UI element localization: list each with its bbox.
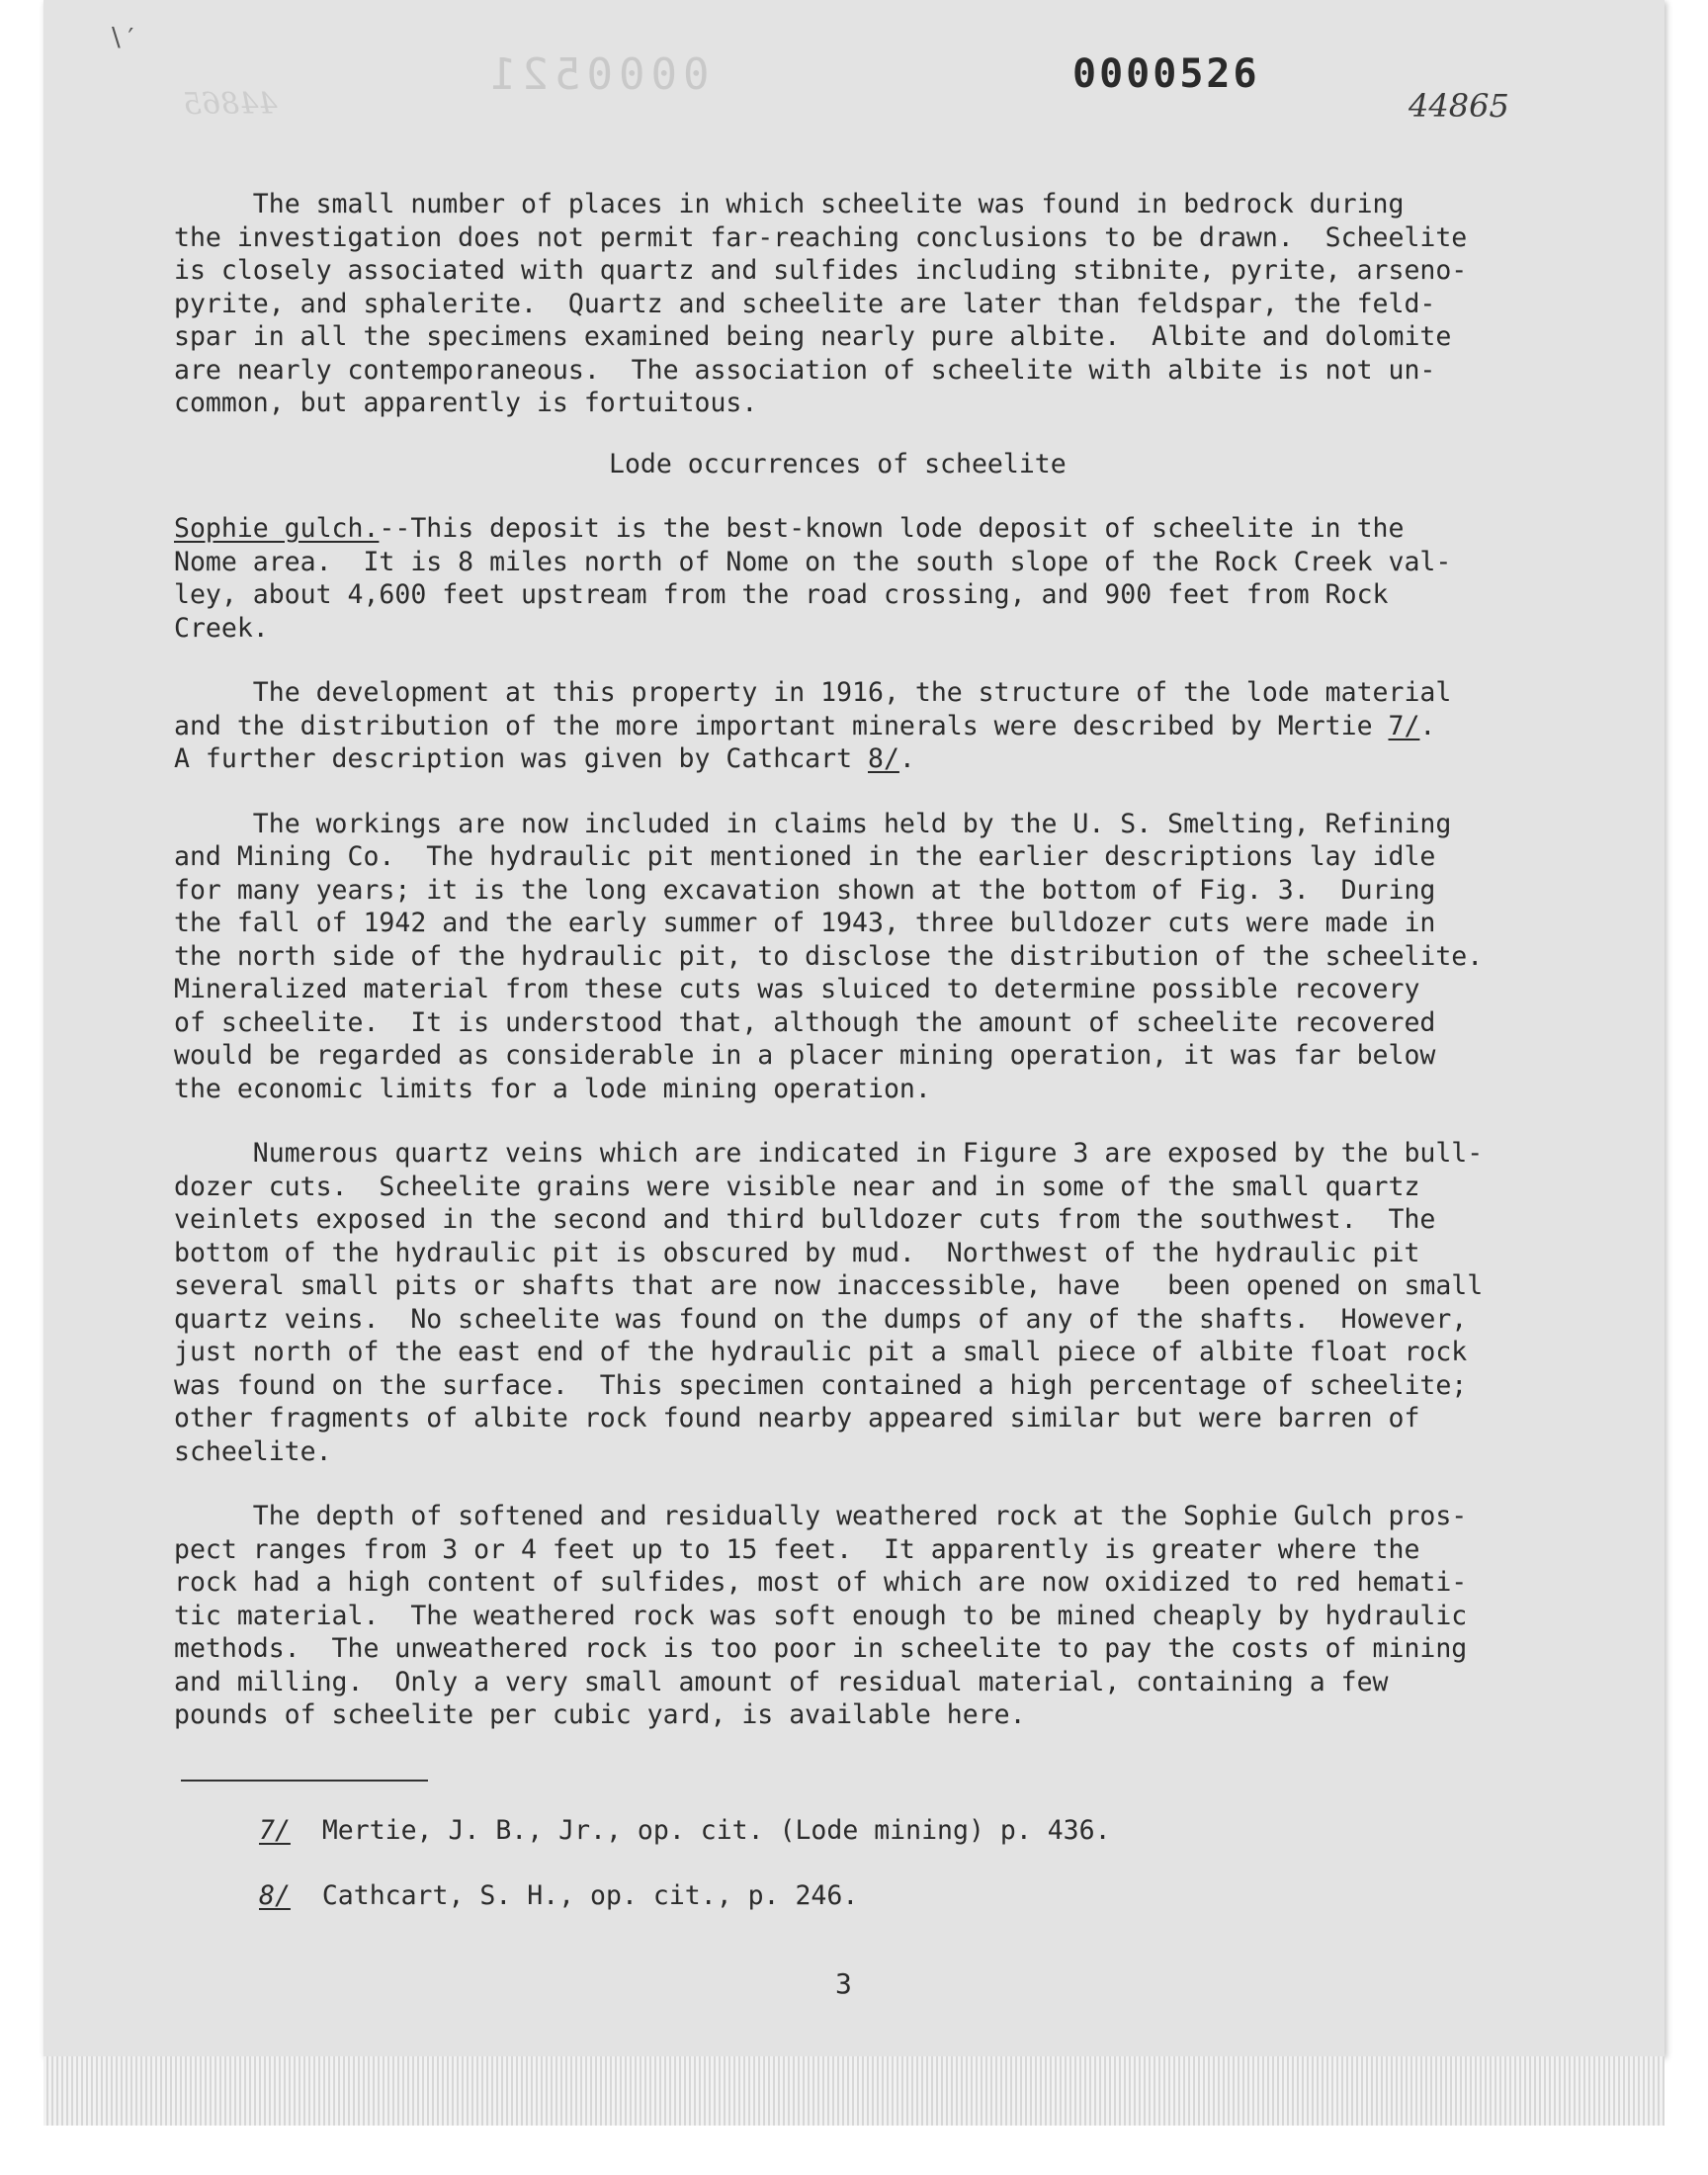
paragraph-sophie-gulch <box>174 512 1538 645</box>
scan-edge <box>43 2056 1665 2126</box>
serial-number: 0000526 <box>1072 51 1260 97</box>
footnote-number: 8/ <box>259 1880 291 1911</box>
paragraph-quartz-veins: Numerous quartz veins which are indicated in Figure 3 are exposed by the bull- dozer cuts. Scheelite grains were visible near and in some of the small quartz veinlets exposed in the second and third bulldozer cuts from the southwest. The bottom of the hydraulic pit is obscured by mud. Northwest of the hydraulic pit several small pits or shafts that are now inaccessible, have been opened on small quartz veins. No scheelite was found on the dumps of any of the shafts. However, just north of the east end of the hydraulic pit a small piece of albite float rock was found on the surface. This specimen contained a high percentage of scheelite; other fragments of albite rock found nearby appeared similar but were barren of scheelite. <box>174 1138 1484 1467</box>
pencil-mark-icon: ∖′ <box>107 24 139 53</box>
page-number: 3 <box>835 1967 852 2000</box>
paragraph-development <box>174 676 1538 776</box>
archive-number: 44865 <box>1409 87 1509 125</box>
footnote-ref: 7/ <box>1388 710 1420 741</box>
footnote-number: 7/ <box>259 1815 291 1846</box>
paragraph-text: . A further description was given by Cathcart <box>174 710 1436 774</box>
section-heading: Lode occurrences of scheelite <box>609 448 1067 479</box>
paragraph-workings: The workings are now included in claims held by the U. S. Smelting, Refining and Mining Co. The hydraulic pit mentioned in the earlier descriptions lay idle for many years; it is the long excavation shown at the bottom of Fig. 3. During the fall of 1942 and the early summer of 1943, three bulldozer cuts were made in the north side of the hydraulic pit, to disclose the distribution of the scheelite. Mineralized material from these cuts was sluiced to determine possible recovery of scheelite. It is understood that, although the amount of scheelite recovered would be regarded as considerable in a placer mining operation, it was far below the economic limits for a lode mining operation. <box>174 808 1484 1104</box>
paragraph-text: . <box>898 743 915 774</box>
footnote-divider <box>181 1780 428 1782</box>
paragraph-weathered-rock: The depth of softened and residually weathered rock at the Sophie Gulch pros- pect ranges from 3 or 4 feet up to 15 feet. It apparently is greater where the rock had a high content of sulfides, most of which are now oxidized to red hemati- tic material. The weathered rock was soft enough to be mined cheaply by hydraulic methods. The unweathered rock is too poor in scheelite to pay the costs of mining and milling. Only a very small amount of residual material, containing a few pounds of scheelite per cubic yard, is available here. <box>174 1501 1468 1730</box>
paragraph-text: The development at this property in 1916, the structure of the lode material and the distribution of the more important minerals were described by Mertie <box>174 677 1452 741</box>
footnote <box>259 1815 1111 1846</box>
footnote-ref: 8/ <box>868 743 899 774</box>
serial-number-bleedthrough: 0000521 <box>484 49 710 100</box>
footnote-text: Mertie, J. B., Jr., op. cit. (Lode mining) p. 436. <box>290 1815 1111 1846</box>
footnote-text: Cathcart, S. H., op. cit., p. 246. <box>290 1880 859 1911</box>
paragraph-intro: The small number of places in which scheelite was found in bedrock during the investigation does not permit far-reaching conclusions to be drawn. Scheelite is closely associated with quartz and sulfides including stibnite, pyrite, arseno- pyrite, and sphalerite. Quartz and scheelite are later than feldspar, the feld- spar in all the specimens examined being nearly pure albite. Albite and dolomite are nearly contemporaneous. The association of scheelite with albite is not un- common, but apparently is fortuitous. <box>174 189 1468 418</box>
run-in-heading: Sophie gulch. <box>174 513 380 544</box>
document-body <box>174 188 1538 1732</box>
archive-number-bleedthrough: 44865 <box>183 87 278 122</box>
footnote <box>259 1880 858 1911</box>
paragraph-text: --This deposit is the best-known lode deposit of scheelite in the Nome area. It is 8 miles north of Nome on the south slope of the Rock Creek val- ley, about 4,600 feet upstream from the road crossing, and 900 feet from Rock Creek. <box>174 513 1452 644</box>
